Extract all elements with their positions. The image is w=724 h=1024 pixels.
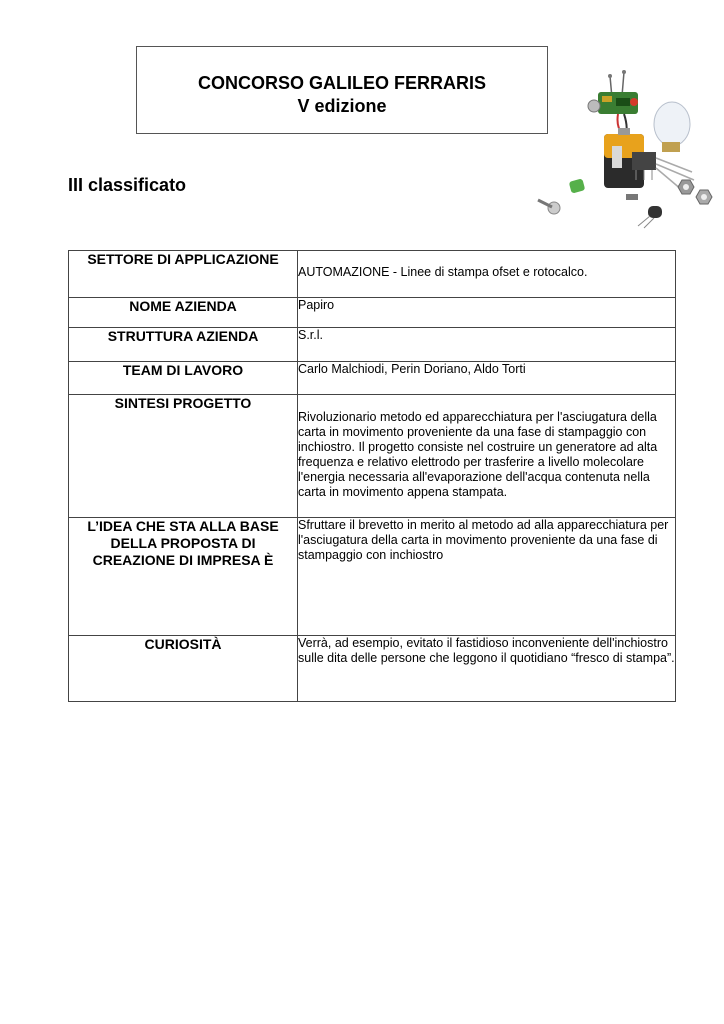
subtitle: III classificato [68, 175, 187, 195]
title-line-1: CONCORSO GALILEO FERRARIS [197, 73, 486, 93]
row-label-nome-azienda: NOME AZIENDA [69, 298, 298, 328]
row-value-settore: AUTOMAZIONE - Linee di stampa ofset e rotocalco. [298, 251, 676, 298]
row-label-struttura: STRUTTURA AZIENDA [69, 328, 298, 362]
row-value-nome-azienda: Papiro [298, 298, 676, 328]
row-value-team: Carlo Malchiodi, Perin Doriano, Aldo Torti [298, 362, 676, 395]
row-value-sintesi: Rivoluzionario metodo ed apparecchiatura per l'asciugatura della carta in movimento proveniente da una fase di stampaggio con inchiostro. Il progetto consiste nel costruire un generatore ad alta frequenza e relativo elettrodo per trasferire a livello molecolare l'energia necessaria all'evaporazione dell'acqua contenuta nella carta in movimento appena stampata. [298, 395, 676, 518]
row-value-curiosita: Verrà, ad esempio, evitato il fastidioso inconveniente dell'inchiostro sulle dita delle persone che leggono il quotidiano “fresco di stampa”. [298, 636, 676, 702]
table-row [69, 395, 676, 518]
row-value-idea: Sfruttare il brevetto in merito al metodo ad alla apparecchiatura per l'asciugatura della carta in movimento proveniente da una fase di stampaggio con inchiostro [298, 518, 676, 636]
row-label-curiosita: CURIOSITÀ [69, 636, 298, 702]
title-box [136, 46, 548, 134]
row-label-idea: L’IDEA CHE STA ALLA BASE DELLA PROPOSTA DI CREAZIONE DI IMPRESA È [69, 518, 298, 636]
robot-components-icon [532, 68, 718, 230]
info-table [68, 250, 676, 702]
table-row [69, 328, 676, 362]
table-row [69, 636, 676, 702]
table-row [69, 362, 676, 395]
table-row [69, 518, 676, 636]
row-value-struttura: S.r.l. [298, 328, 676, 362]
row-label-sintesi: SINTESI PROGETTO [69, 395, 298, 518]
row-label-team: TEAM DI LAVORO [69, 362, 298, 395]
table-row [69, 298, 676, 328]
table-row [69, 251, 676, 298]
row-label-settore: SETTORE DI APPLICAZIONE [69, 251, 298, 298]
title-line-2: V edizione [297, 96, 387, 116]
